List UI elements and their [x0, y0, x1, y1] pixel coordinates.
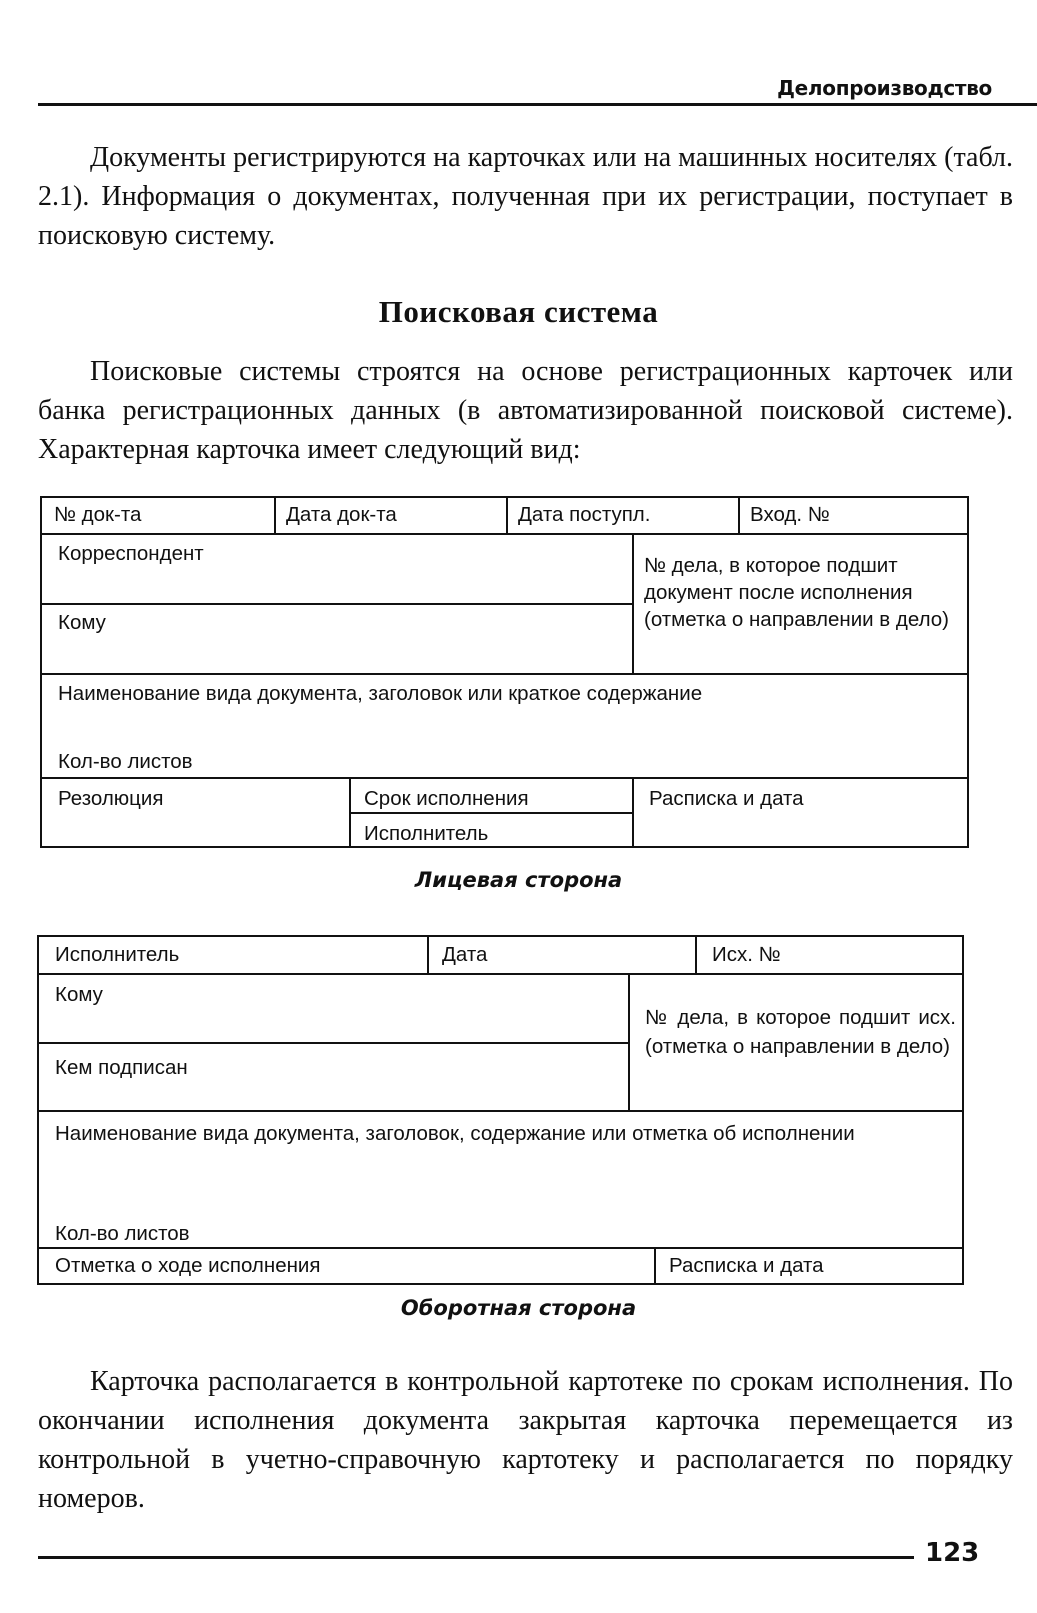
paragraph-search-systems-text: Поисковые системы строятся на основе регистрационных карточек или банка регистрационных данных (в автоматизированной поисковой системе). Характерная карточка имеет следующий вид: — [38, 356, 1013, 465]
cell-date: Дата — [442, 943, 488, 966]
cell-to-whom: Кому — [55, 983, 103, 1006]
cell-incoming-no: Вход. № — [750, 503, 830, 526]
cell-doc-title: Наименование вида документа, заголовок, содержание или отметка об исполнении — [55, 1122, 855, 1145]
divider — [738, 498, 740, 534]
divider — [42, 777, 967, 779]
cell-received-date: Дата поступл. — [518, 503, 651, 526]
section-title: Поисковая система — [378, 294, 659, 329]
cell-deadline: Срок исполнения — [364, 787, 529, 810]
divider — [349, 812, 633, 814]
page-number: 123 — [925, 1538, 980, 1568]
cell-case-no: № дела, в которое подшит исх. (отметка о направлении в дело) — [645, 1006, 956, 1058]
divider — [42, 533, 967, 535]
header-rule — [38, 103, 1037, 106]
divider — [274, 498, 276, 534]
divider — [695, 937, 697, 974]
divider — [39, 973, 962, 975]
cell-doc-title: Наименование вида документа, заголовок или краткое содержание — [58, 682, 703, 705]
cell-receipt: Расписка и дата — [649, 787, 804, 810]
cell-sheet-count: Кол-во листов — [58, 750, 193, 773]
caption-front-side: Лицевая сторона — [414, 868, 623, 892]
divider — [427, 937, 429, 974]
cell-executor: Исполнитель — [364, 822, 489, 845]
paragraph-intro — [38, 138, 1013, 255]
cell-resolution: Резолюция — [58, 787, 164, 810]
footer-rule — [38, 1556, 914, 1559]
divider — [39, 1110, 962, 1112]
cell-correspondent: Корреспондент — [58, 542, 204, 565]
paragraph-search-systems — [38, 352, 1013, 469]
paragraph-intro-text: Документы регистрируются на карточках или на машинных носителях (табл. 2.1). Информация о документах, полученная при их регистрации, поступает в поисковую систему. — [38, 142, 1013, 251]
divider — [628, 973, 630, 1111]
divider — [506, 498, 508, 534]
card-back-side — [37, 935, 964, 1285]
cell-signed-by: Кем подписан — [55, 1056, 188, 1079]
cell-outgoing-no: Исх. № — [712, 943, 781, 966]
caption-back-side: Оборотная сторона — [400, 1296, 637, 1320]
cell-progress-note: Отметка о ходе исполнения — [55, 1254, 321, 1277]
divider — [632, 777, 634, 848]
cell-receipt: Расписка и дата — [669, 1254, 824, 1277]
card-front-side — [40, 496, 969, 848]
cell-executor: Исполнитель — [55, 943, 180, 966]
paragraph-card-filing — [38, 1362, 1013, 1518]
cell-case-no: № дела, в которое подшит документ после исполнения (отметка о направлении в дело) — [644, 554, 949, 631]
divider — [654, 1247, 656, 1285]
cell-sheet-count: Кол-во листов — [55, 1222, 190, 1245]
divider — [39, 1042, 629, 1044]
cell-to-whom: Кому — [58, 611, 106, 634]
cell-doc-date: Дата док-та — [286, 503, 397, 526]
running-title: Делопроизводство — [777, 76, 992, 100]
cell-doc-no: № док-та — [54, 503, 142, 526]
paragraph-card-filing-text: Карточка располагается в контрольной картотеке по срокам исполнения. По окончании исполнения документа закрытая карточка перемещается из контрольной в учетно-справочную картотеку и располагается по порядку номеров. — [38, 1366, 1013, 1514]
divider — [39, 1247, 962, 1249]
divider — [42, 673, 967, 675]
